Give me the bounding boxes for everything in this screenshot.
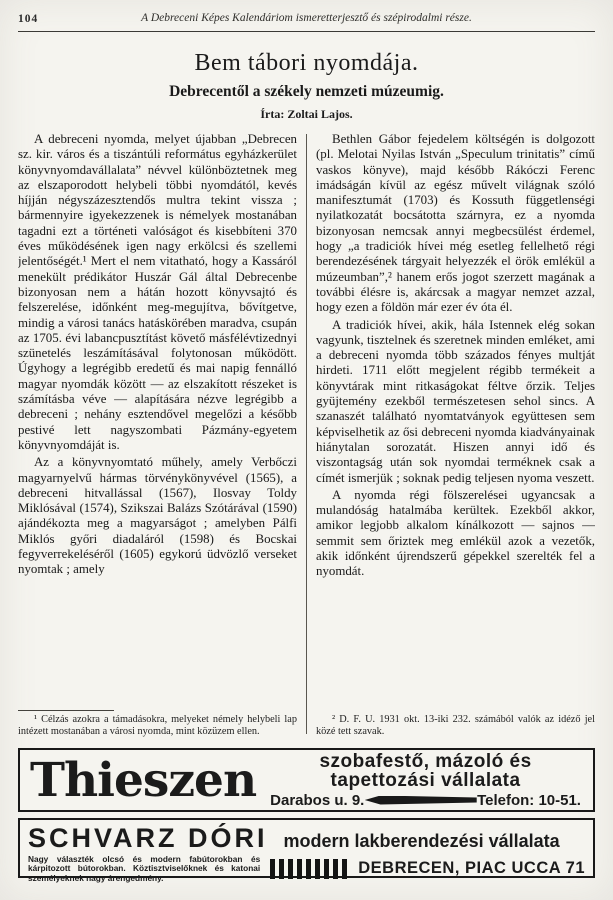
ad-schvarz	[18, 818, 595, 883]
ad-thieszen-contact-row	[268, 792, 583, 809]
ad-thieszen-address: Darabos u. 9.	[270, 791, 365, 809]
header-rule	[18, 31, 595, 32]
ad-schvarz-details: Nagy választék olcsó és modern fabútorokban és kárpitozott bútorokban. Köztisztviselőknek és katonai személyeknek nagy árengedmény.	[28, 854, 261, 883]
ad-thieszen-text	[268, 752, 583, 809]
article-subtitle: Debrecentől a székely nemzeti múzeumig.	[169, 83, 444, 100]
arrow-icon	[365, 796, 477, 805]
footnote-2: ² D. F. U. 1931 okt. 13-iki 232. számából valók az idéző jel közé tett szavak.	[316, 714, 595, 737]
article-body	[18, 132, 595, 740]
paragraph: Bethlen Gábor fejedelem költségén is dolgozott (pl. Melotai Nyilas István „Speculum trinitatis” című vaskos könyve), majd később Rákóczi Ferenc imádságán kívül az egész művelt világnak szóló manifesztumát (1703) és Kossuth függetlenségi nyilatkozatát bocsátotta szárnyra, ez a nyomda bizonyosan nemcsak annyi megbecsülést érdemel, hogy „a tradiciók hívei még esetleg fellelhető régi berendezésének tárgyait helyezzék el örök emlékül a múzeumban”,² hanem erős jogot szerzett magának a további élésre is, akárcsak a magyar nemzet azzal, hogy ezen a földön már ezer év óta él.	[316, 132, 595, 315]
paragraph: Az a könyvnyomtató műhely, amely Verbőczi magyarnyelvű hármas törvénykönyvével (1565), a debreceni hitvallással (1567), Ilosvay Toldy Miklósával (1574), Szikszai Balázs Szótárával (1590) ajándékozta meg a magyarságot ; amelyben Pálfi Miklós győri diadaláról (1598) és Bocskai fegyverrekeléséről (1605) egykorú üdvözlő verseket nyomtak ; amely	[18, 455, 297, 577]
article-title: Bem tábori nyomdája.	[194, 50, 419, 76]
ad-thieszen-line2: tapettozási vállalata	[330, 769, 521, 791]
ad-thieszen	[18, 748, 595, 812]
left-column	[18, 132, 297, 740]
running-header	[18, 12, 595, 28]
right-footnote-block	[316, 709, 595, 740]
page-number: 104	[18, 13, 39, 25]
article-byline: Írta: Zoltai Lajos.	[260, 107, 353, 121]
ad-thieszen-brand: Thieszen	[30, 752, 257, 808]
paragraph: A nyomda régi fölszerelései ugyancsak a mulandóság hatalmába kerültek. Ezekből akkor, amikor legjobb alkalom kínálkozott — sajnos — semmit sem őriztek meg emlékül azok a vezetők, akik időnként újrendszerű gépekkel szerelték fel a nyomdát.	[316, 487, 595, 579]
ad-thieszen-phone: Telefon: 10-51.	[477, 791, 581, 809]
left-footnote-block	[18, 705, 297, 740]
footnote-rule	[18, 710, 114, 711]
ad-schvarz-header-row	[28, 823, 585, 854]
ad-thieszen-line1: szobafestő, mázoló és	[319, 750, 532, 772]
footnote-1: ¹ Célzás azokra a támadásokra, melyeket némely helybeli lap intézett mostanában a városi nyomda, mint közüzem ellen.	[18, 714, 297, 737]
ad-schvarz-brand: SCHVARZ DÓRI	[28, 823, 268, 853]
column-divider	[306, 134, 307, 734]
ad-schvarz-tagline: modern lakberendezési vállalata	[283, 831, 560, 851]
running-title: A Debreceni Képes Kalendáriom ismeretterjesztő és szépirodalmi része.	[141, 12, 472, 24]
decorative-bars-icon	[270, 859, 348, 879]
ad-schvarz-address: DEBRECEN, PIAC UCCA 71	[358, 859, 585, 878]
ad-schvarz-detail-row	[28, 855, 585, 883]
right-column	[316, 132, 595, 740]
paragraph: A tradiciók hívei, akik, hála Istennek elég sokan vagyunk, tisztelnek és szeretnek minden emléket, ami a debreceni nyomda több százados fényes multját hirdeti. 1711 előtt megjelent régibb termékeit a könyvtárak mint ritkaságokat féltve őrzik. Teljes gyüjtemény ezekből természetesen sehol sincs. A szanaszét található nyomtatványok együttesen sem képviselhetik az ősi debreceni nyomda kiadványainak hiánytalan sorozatát. Hiszen annyi idő és viszontagság után sok nyomdai terméknek csak a címét ismerjük ; soknak pedig teljesen nyoma veszett.	[316, 317, 595, 485]
paragraph: A debreceni nyomda, melyet újabban „Debrecen sz. kir. város és a tiszántúli református egyházkerület könyvnyomdavállalata” névvel különböztetnek meg az elszaporodott helybeli többi nyomdától, kevés híjján négyszázesztendős multra tekint vissza ; bármennyire igyekezzenek is némelyek mostanában tagadni ezt a történeti valóságot és kisebbíteni 370 éves működésének igen nagy erkölcsi és szellemi jelentőségét.¹ Mert el nem vitatható, hogy a Kassáról menekült prédikátor Huszár Gál által Debrecenbe bizonyosan nem a hátán hozott könyvsajtó és felszerelése, időnként meg-megujítva, bővítgetve, mindig a városi tanács hatáskörében maradva, csupán az 1705. évi labancpusztítást követő másfélévtizednyi szünetelés leszámításával folytonosan működött. Úgyhogy a legrégibb eredetű és mai napig fennálló magyar nyomdák között — az elszakított részeket is számításba véve — alapítására nézve legrégibb a debreceni ; nehány esztendővel megelőzi a később pestivé lett nagyszombati Pázmány-egyetem könyvnyomdáját is.	[18, 132, 297, 452]
